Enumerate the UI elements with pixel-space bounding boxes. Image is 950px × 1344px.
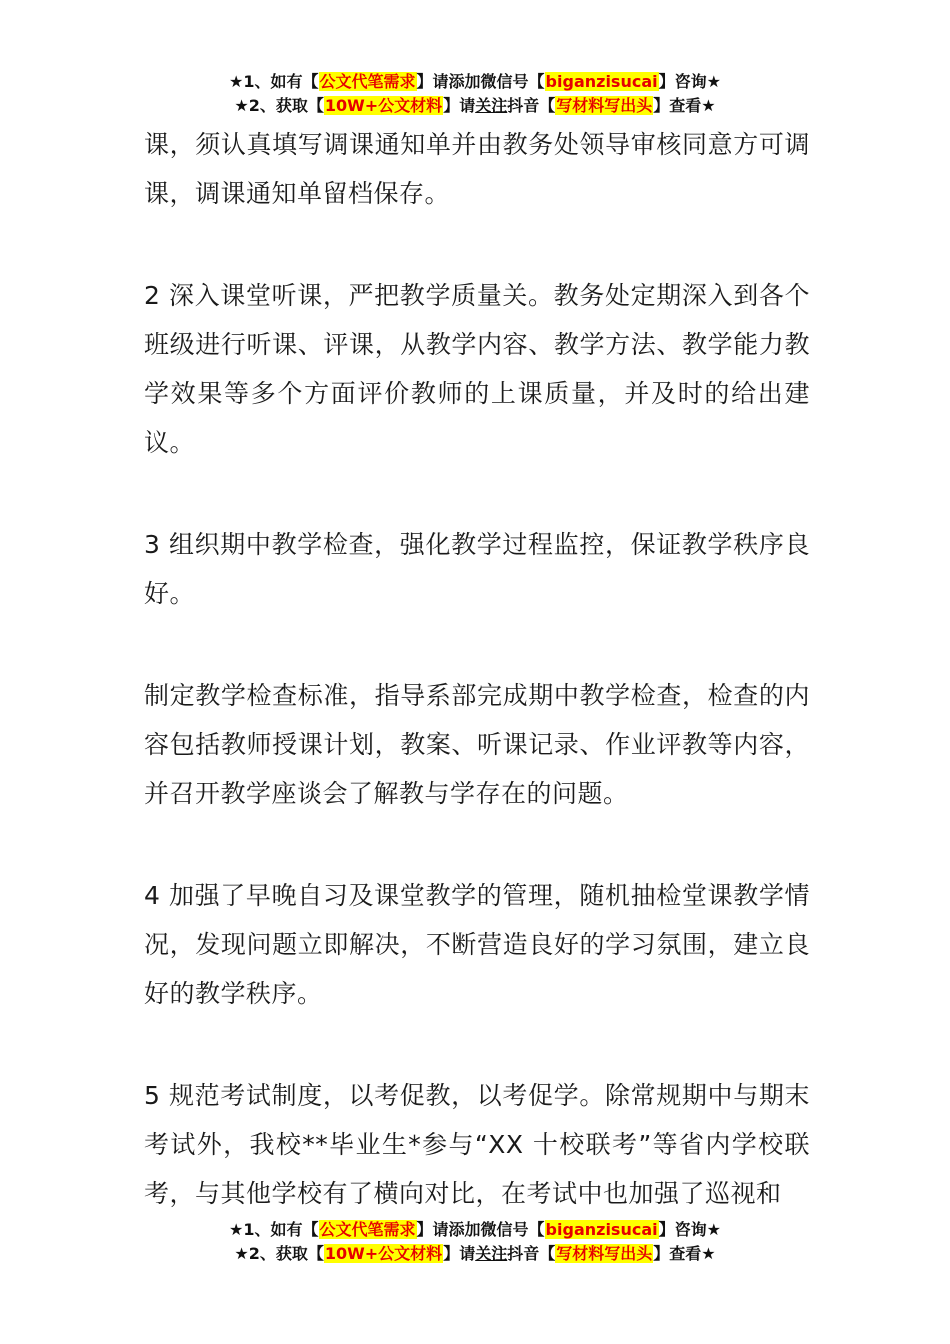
banner-text: 】请 bbox=[443, 1244, 476, 1263]
banner-line-1 bbox=[0, 70, 950, 94]
banner-text: ★1、如有【 bbox=[229, 1220, 319, 1239]
follow-text: 关注 bbox=[475, 96, 508, 115]
header-banner bbox=[0, 70, 950, 118]
banner-text: 】请添加微信号【 bbox=[416, 72, 545, 91]
banner-text: 】请 bbox=[443, 96, 476, 115]
banner-text: 】咨询★ bbox=[658, 72, 721, 91]
banner-text: 】请添加微信号【 bbox=[416, 1220, 545, 1239]
wechat-id-highlight: biganzisucai bbox=[545, 1220, 658, 1239]
banner-text: ★1、如有【 bbox=[229, 72, 319, 91]
banner-line-1 bbox=[0, 1218, 950, 1242]
paragraph: 5 规范考试制度，以考促教，以考促学。除常规期中与期末考试外，我校**毕业生*参与“XX 十校联考”等省内学校联考，与其他学校有了横向对比，在考试中也加强了巡视和 bbox=[144, 1081, 810, 1208]
banner-text: 抖音【 bbox=[507, 96, 556, 115]
paragraph: 课，须认真填写调课通知单并由教务处领导审核同意方可调课，调课通知单留档保存。 bbox=[144, 130, 810, 208]
banner-text: 抖音【 bbox=[507, 1244, 556, 1263]
document-body bbox=[144, 120, 810, 1218]
ghostwriting-highlight: 公文代笔需求 bbox=[319, 72, 416, 91]
paragraph: 3 组织期中教学检查，强化教学过程监控，保证教学秩序良好。 bbox=[144, 530, 810, 608]
paragraph: 制定教学检查标准，指导系部完成期中教学检查，检查的内容包括教师授课计划，教案、听课记录、作业评教等内容，并召开教学座谈会了解教与学存在的问题。 bbox=[144, 681, 810, 808]
ghostwriting-highlight: 公文代笔需求 bbox=[319, 1220, 416, 1239]
paragraph: 4 加强了早晚自习及课堂教学的管理，随机抽检堂课教学情况，发现问题立即解决，不断营造良好的学习氛围，建立良好的教学秩序。 bbox=[144, 881, 810, 1008]
follow-text: 关注 bbox=[475, 1244, 508, 1263]
banner-text: 】查看★ bbox=[653, 1244, 716, 1263]
douyin-account-highlight: 写材料写出头 bbox=[556, 96, 653, 115]
materials-highlight: 10W+公文材料 bbox=[324, 1244, 443, 1263]
banner-text: ★2、获取【 bbox=[234, 1244, 324, 1263]
paragraph: 2 深入课堂听课，严把教学质量关。教务处定期深入到各个班级进行听课、评课，从教学内容、教学方法、教学能力教学效果等多个方面评价教师的上课质量，并及时的给出建议。 bbox=[144, 281, 810, 457]
footer-banner bbox=[0, 1218, 950, 1266]
banner-line-2 bbox=[0, 94, 950, 118]
wechat-id-highlight: biganzisucai bbox=[545, 72, 658, 91]
materials-highlight: 10W+公文材料 bbox=[324, 96, 443, 115]
douyin-account-highlight: 写材料写出头 bbox=[556, 1244, 653, 1263]
banner-text: ★2、获取【 bbox=[234, 96, 324, 115]
banner-text: 】查看★ bbox=[653, 96, 716, 115]
banner-line-2 bbox=[0, 1242, 950, 1266]
banner-text: 】咨询★ bbox=[658, 1220, 721, 1239]
